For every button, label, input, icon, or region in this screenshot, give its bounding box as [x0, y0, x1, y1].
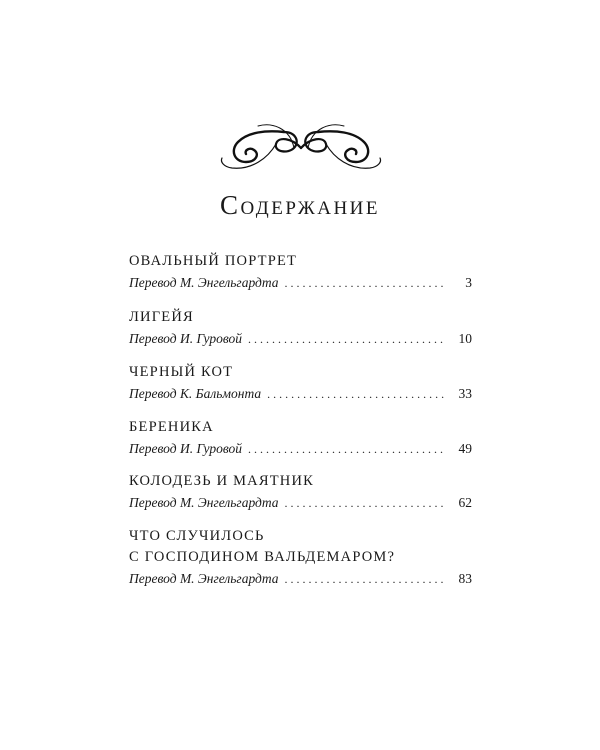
entry-details: [129, 493, 472, 513]
translator-credit: Перевод М. Энгельгардта: [129, 495, 279, 510]
flourish-ornament-icon: [218, 118, 384, 176]
entry-details: [129, 439, 472, 459]
toc-entry[interactable]: [129, 471, 472, 513]
translator-credit: Перевод И. Гуровой: [129, 441, 243, 456]
translator-credit: Перевод М. Энгельгардта: [129, 571, 279, 586]
entry-title: ЧЕРНЫЙ КОТ: [129, 364, 234, 380]
entry-title-continued: С ГОСПОДИНОМ ВАЛЬДЕМАРОМ?: [129, 549, 396, 565]
toc-entry[interactable]: [129, 362, 472, 404]
dot-leader: [248, 329, 444, 349]
translator-credit: Перевод И. Гуровой: [129, 331, 243, 346]
entry-title: ЧТО СЛУЧИЛОСЬ: [129, 528, 265, 544]
entry-details: [129, 329, 472, 349]
page-number: 49: [458, 441, 472, 456]
page-number: 33: [458, 386, 472, 401]
toc-entry[interactable]: [129, 417, 472, 459]
entry-title: ОВАЛЬНЫЙ ПОРТРЕТ: [129, 253, 298, 269]
dot-leader: [285, 569, 444, 589]
entry-details: [129, 569, 472, 589]
dot-leader: [285, 273, 444, 293]
dot-leader: [285, 493, 444, 513]
toc-entry[interactable]: [129, 307, 472, 349]
entry-details: [129, 273, 472, 293]
page-title: Содержание: [219, 190, 381, 220]
dot-leader: [267, 384, 444, 404]
page-number: 10: [458, 331, 472, 346]
page-number: 62: [458, 495, 472, 510]
toc-entry[interactable]: [129, 526, 472, 589]
page-number: 83: [458, 571, 472, 586]
dot-leader: [248, 439, 444, 459]
entry-title: БЕРЕНИКА: [129, 419, 214, 435]
translator-credit: Перевод К. Бальмонта: [129, 386, 262, 401]
entry-title: КОЛОДЕЗЬ И МАЯТНИК: [129, 473, 314, 489]
toc-entry[interactable]: [129, 251, 472, 293]
entry-title: ЛИГЕЙЯ: [129, 309, 194, 325]
entry-details: [129, 384, 472, 404]
translator-credit: Перевод М. Энгельгардта: [129, 275, 279, 290]
page-number: 3: [465, 275, 472, 290]
